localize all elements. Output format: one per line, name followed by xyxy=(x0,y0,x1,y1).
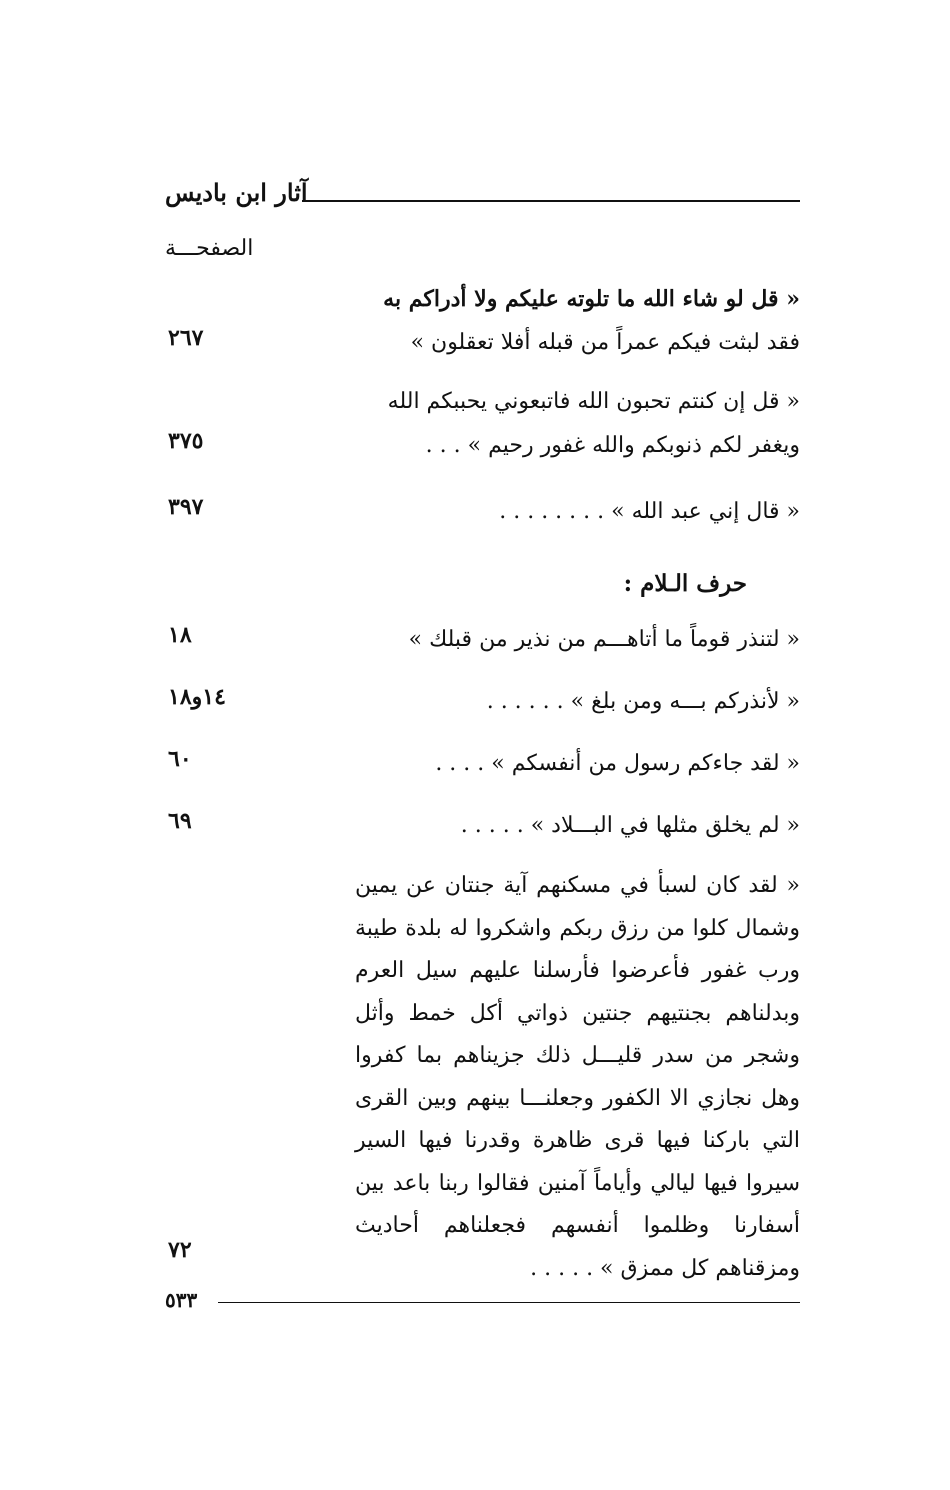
page-reference: ٧٢ xyxy=(168,1237,192,1263)
page-column-label: الصفحـــة xyxy=(165,236,254,261)
header-rule xyxy=(302,200,800,202)
long-verse-block: « لقد كان لسبأ في مسكنهم آية جنتان عن يمين وشمال كلوا من رزق ربكم واشكروا له بلدة طيبة ورب غفور فأعرضوا فأرسلنا عليهم سيل العرم وبدلناهم بجنتيهم جنتين ذواتي أكل خمط وأثل وشجر من سدر قليـــل ذلك جزيناهم بما كفروا وهل نجازي الا الكفور وجعلنـــا بينهم وبين القرى التي باركنا فيها قرى ظاهرة وقدرنا فيها السير سيروا فيها ليالي وأياماً آمنين فقالوا ربنا باعد بين أسفارنا وظلموا أنفسهم فجعلناهم أحاديث ومزقناهم كل ممزق » . . . . . xyxy=(355,873,801,1281)
page-reference: ٣٧٥ xyxy=(168,428,204,454)
verse-line: « قل لو شاء الله ما تلوته عليكم ولا أدراكم به xyxy=(383,286,800,312)
verse-line: « لقد جاءكم رسول من أنفسكم » . . . . xyxy=(435,751,800,776)
page-reference: ٣٩٧ xyxy=(168,494,204,520)
verse-line: « لتنذر قوماً ما أتاهـــم من نذير من قبلك » xyxy=(408,627,800,652)
page-reference: ١٨ xyxy=(168,622,192,648)
footer-rule xyxy=(218,1302,800,1303)
running-head-title: آثار ابن باديس xyxy=(165,178,308,207)
verse-line: « لأنذركم بـــه ومن بلغ » . . . . . . xyxy=(486,689,800,714)
verse-line: « قال إني عبد الله » . . . . . . . . xyxy=(499,499,800,524)
page-reference: ١٤و١٨ xyxy=(168,684,226,710)
page-reference: ٢٦٧ xyxy=(168,325,204,351)
verse-line: « لم يخلق مثلها في البـــلاد » . . . . . xyxy=(460,813,800,838)
verse-line: ويغفر لكم ذنوبكم والله غفور رحيم » . . . xyxy=(425,433,800,458)
section-heading: حرف الـلام : xyxy=(623,570,747,597)
page-reference: ٦٠ xyxy=(168,746,192,772)
page-number: ٥٣٣ xyxy=(165,1288,198,1312)
page-reference: ٦٩ xyxy=(168,808,192,834)
verse-line: فقد لبثت فيكم عمراً من قبله أفلا تعقلون » xyxy=(410,330,800,355)
verse-line: « قل إن كنتم تحبون الله فاتبعوني يحببكم الله xyxy=(387,389,800,414)
